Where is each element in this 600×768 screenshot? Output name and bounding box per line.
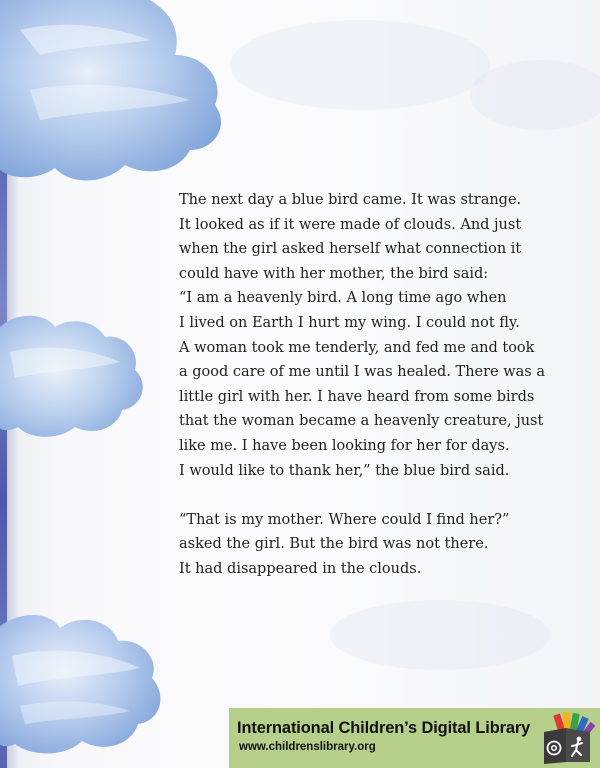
story-text	[179, 188, 579, 582]
text-line: It had disappeared in the clouds.	[179, 560, 422, 577]
faint-wash-right	[470, 60, 600, 130]
text-line: could have with her mother, the bird said:	[179, 265, 489, 282]
faint-wash-bottom	[330, 600, 550, 670]
story-paragraph-2	[179, 508, 579, 582]
story-paragraph-1	[179, 188, 579, 483]
text-line: A woman took me tenderly, and fed me and took	[179, 339, 535, 356]
text-line: like me. I have been looking for her for days.	[179, 437, 510, 454]
text-line: that the woman became a heavenly creature, just	[179, 413, 544, 430]
paragraph-gap	[179, 483, 579, 508]
text-line: “That is my mother. Where could I find her?”	[179, 511, 510, 528]
text-line: It looked as if it were made of clouds. And just	[179, 216, 522, 233]
middle-cloud-illustration	[0, 312, 150, 442]
text-line: little girl with her. I have heard from some birds	[179, 388, 535, 405]
text-line: The next day a blue bird came. It was strange.	[179, 192, 522, 208]
bottom-cloud-illustration	[0, 606, 170, 768]
icdl-watermark-banner	[229, 708, 600, 768]
text-line: I would like to thank her,” the blue bird said.	[179, 462, 510, 479]
top-cloud-illustration	[0, 0, 230, 190]
watermark-url: www.childrenslibrary.org	[239, 741, 376, 753]
faint-wash-top	[230, 20, 490, 110]
text-line: a good care of me until I was healed. There was a	[179, 364, 545, 381]
text-line: when the girl asked herself what connection it	[179, 241, 522, 258]
text-line: asked the girl. But the bird was not there.	[179, 536, 489, 553]
text-line: I lived on Earth I hurt my wing. I could not fly.	[179, 314, 520, 331]
text-line: “I am a heavenly bird. A long time ago when	[179, 290, 507, 307]
icdl-logo-icon	[536, 712, 596, 764]
watermark-title: International Children’s Digital Library	[237, 719, 531, 737]
